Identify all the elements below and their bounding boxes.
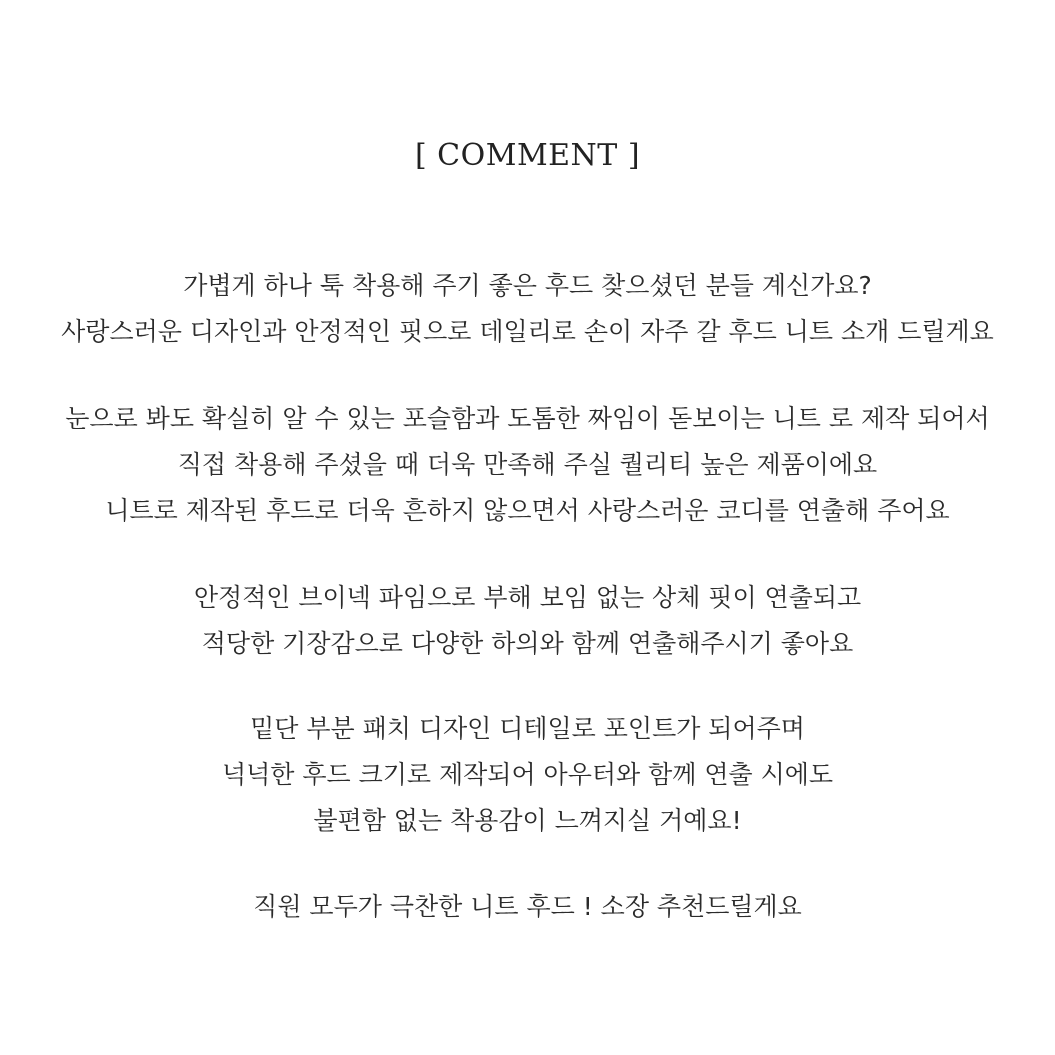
text-line: 직접 착용해 주셨을 때 더욱 만족해 주실 퀄리티 높은 제품이에요 — [177, 450, 878, 479]
text-line: 눈으로 봐도 확실히 알 수 있는 포슬함과 도톰한 짜임이 돋보이는 니트 로 제작 되어서 — [65, 404, 990, 433]
text-line: 밑단 부분 패치 디자인 디테일로 포인트가 되어주며 — [250, 714, 805, 743]
text-line: 니트로 제작된 후드로 더욱 흔하지 않으면서 사랑스러운 코디를 연출해 주어요 — [105, 496, 950, 525]
paragraph-detail — [0, 706, 1055, 844]
text-line: 안정적인 브이넥 파임으로 부해 보임 없는 상체 핏이 연출되고 — [193, 583, 862, 612]
paragraph-recommendation — [0, 884, 1055, 930]
text-line: 넉넉한 후드 크기로 제작되어 아우터와 함께 연출 시에도 — [221, 760, 834, 789]
comment-title: [ COMMENT ] — [414, 138, 641, 173]
paragraph-material — [0, 396, 1055, 534]
text-line: 사랑스러운 디자인과 안정적인 핏으로 데일리로 손이 자주 갈 후드 니트 소개 드릴게요 — [61, 317, 994, 346]
text-line: 직원 모두가 극찬한 니트 후드 ! 소장 추천드릴게요 — [253, 892, 802, 921]
text-line: 불편함 없는 착용감이 느껴지실 거예요! — [313, 806, 742, 835]
text-line: 적당한 기장감으로 다양한 하의와 함께 연출해주시기 좋아요 — [201, 629, 854, 658]
paragraph-intro — [0, 263, 1055, 355]
text-line: 가볍게 하나 툭 착용해 주기 좋은 후드 찾으셨던 분들 계신가요? — [183, 271, 872, 300]
paragraph-fit — [0, 575, 1055, 667]
